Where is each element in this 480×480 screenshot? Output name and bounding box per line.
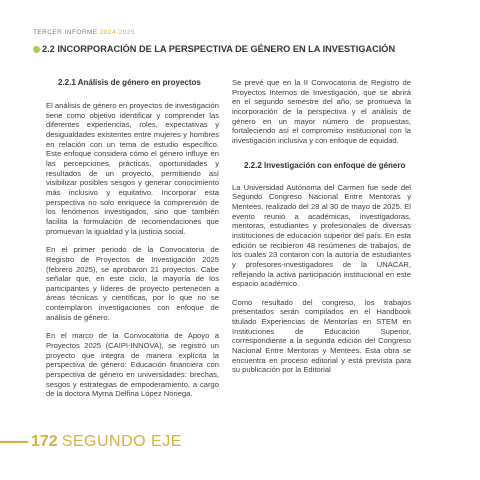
section-title — [33, 44, 460, 54]
right-column — [232, 78, 411, 384]
paragraph: En el primer periodo de la Convocatoria de Registro de Proyectos de Investigación 2025 (febrero 2025), se aprobaron 21 proyectos. Cabe señalar que, en este ciclo, la mayoría de los participantes y líderes de proyecto pertenecen a áreas técnicas y científicas, por lo que no se contemplaron investigaciones con enfoque de análisis de género. — [46, 245, 219, 322]
paragraph: En el marco de la Convocatoria de Apoyo a Proyectos 2025 (CAIPI-INNOVA), se registró un proyecto que integra de manera explícita la perspectiva de género: Educación financiera con perspectiva de género en universidades: brechas, sesgos y estrategias de empoderamiento, a cargo de la doctora Myrna Delfina López Noriega. — [46, 331, 219, 399]
paragraph: La Universidad Autónoma del Carmen fue sede del Segundo Congreso Nacional Entre Mentoras y Mentees, realizado del 28 al 30 de mayo de 2025. El evento reunió a académicas, investigadoras, mentoras, estudiantes y profesionales de diversas instituciones de educación superior del país. En esta edición se recibieron 48 resúmenes de trabajos, de los cuales 23 contaron con la autoría de estudiantes y profesores-investigadores de la UNACAR, reflejando la activa participación institucional en este espacio académico. — [232, 182, 411, 289]
header-label: TERCER INFORME — [33, 29, 98, 36]
section-title-text: 2.2 INCORPORACIÓN DE LA PERSPECTIVA DE GÉNERO EN LA INVESTIGACIÓN — [42, 44, 396, 54]
left-column — [46, 78, 219, 408]
subsection-title-2-2-2: 2.2.2 Investigación con enfoque de género — [244, 160, 406, 170]
header-years: 2024-2025 — [99, 29, 135, 36]
page-footer — [0, 433, 182, 451]
axis-label: SEGUNDO EJE — [61, 433, 182, 450]
footer-rule — [0, 441, 28, 443]
paragraph: Como resultado del congreso, los trabajos presentados serán compilados en el Handbook titulado Experiencias de Mentorías en STEM en Instituciones de Educación Superior, correspondiente a la segunda edición del Congreso Nacional Entre Mentoras y Mentees. Esta obra se encuentra en proceso editorial y está prevista para su publicación por la Editorial — [232, 297, 411, 375]
page-number: 172 — [31, 433, 58, 450]
bullet-dot-icon — [33, 46, 40, 53]
paragraph: El análisis de género en proyectos de investigación tiene como objetivo identificar y comprender las diferentes experiencias, roles, expectativas y desigualdades existentes entre mujeres y hombres en relación con un tema de estudio específico. Este enfoque considera cómo el género influye en las percepciones, prácticas, oportunidades y resultados de un proyecto, permitiendo así visibilizar posibles sesgos y generar conocimiento más inclusivo y equitativo. Incorporar esta perspectiva no solo enriquece la comprensión de los fenómenos investigados, sino que también facilita la formulación de recomendaciones que promuevan la igualdad y la justicia social. — [46, 101, 219, 236]
paragraph: Se prevé que en la II Convocatoria de Registro de Proyectos Internos de Investigación, que se abrirá en el segundo semestre del año, se promueva la incorporación de la perspectiva y el análisis de género en un mayor número de propuestas, fortaleciendo así el compromiso institucional con la investigación inclusiva y con enfoque de equidad. — [232, 78, 411, 145]
subsection-title-2-2-1: 2.2.1 Análisis de género en proyectos — [58, 78, 201, 87]
running-header — [33, 29, 135, 36]
